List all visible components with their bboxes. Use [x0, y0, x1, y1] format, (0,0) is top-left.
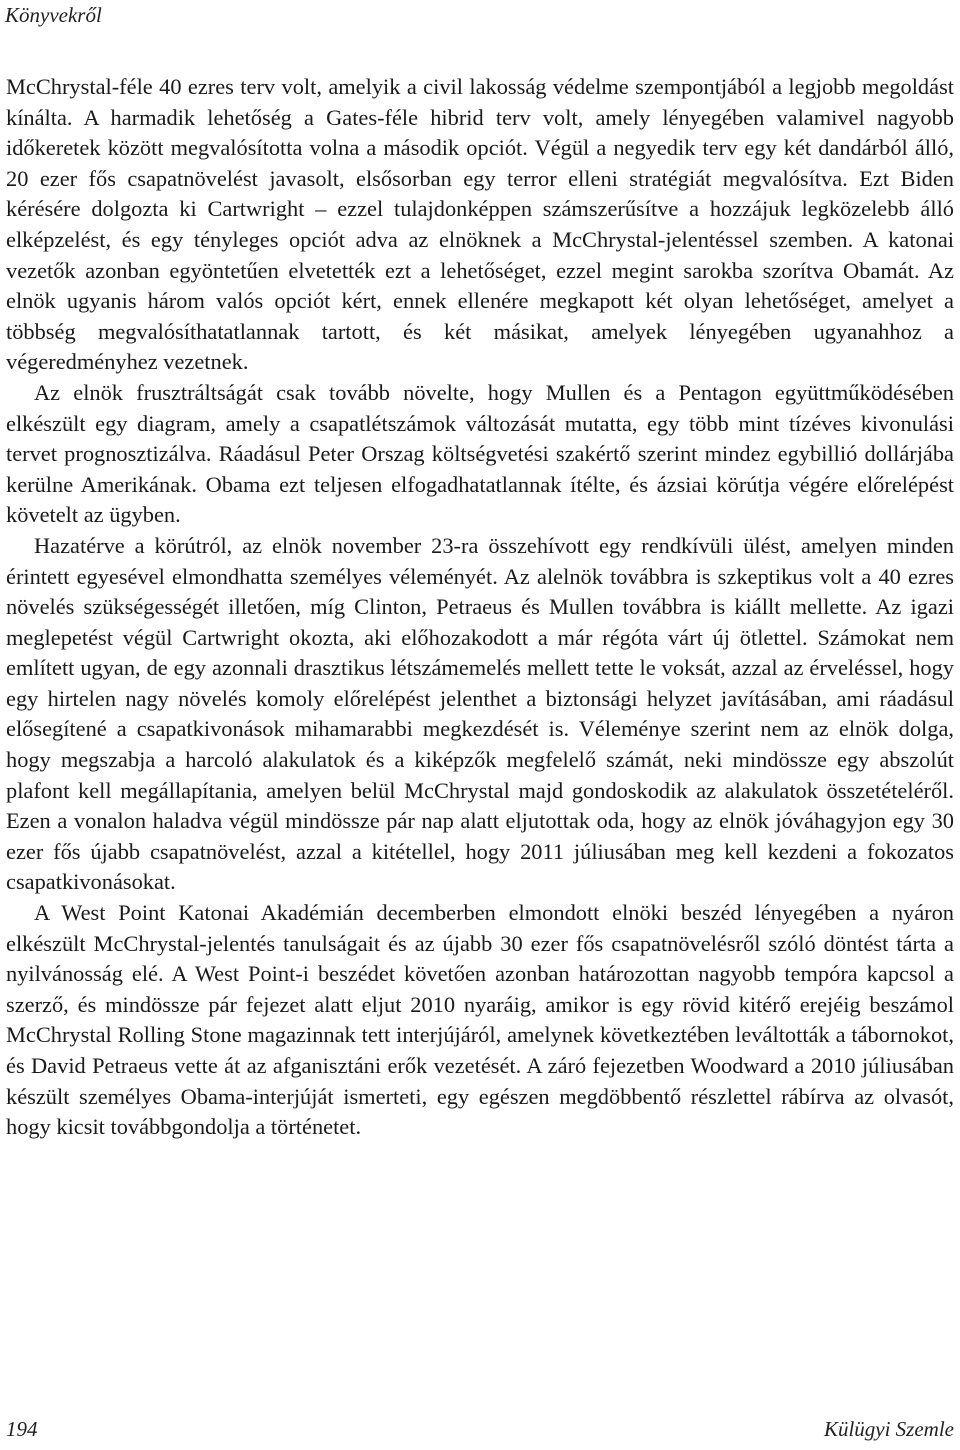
page-number: 194: [6, 1417, 38, 1441]
paragraph-4: A West Point Katonai Akadémián decemberben elmondott elnöki beszéd lényegében a nyáron elkészült McChrystal-jelentés tanulságait és az újabb 30 ezer fős csapatnövelésről szóló döntést tárta a nyilvánosság elé. A West Point-i beszédet követően azonban határozottan nagyobb tempóra kapcsol a szerző, és mindössze pár fejezet alatt eljut 2010 nyaráig, amikor is egy rövid kitérő erejéig beszámol McChrystal Rolling Stone magazinnak tett interjújáról, amelynek következtében leváltották a tábornokot, és David Petraeus vette át az afganisztáni erők vezetését. A záró fejezetben Woodward a 2010 júliusában készült személyes Obama-interjúját ismerteti, egy egészen megdöbbentő részlettel rábírva az olvasót, hogy kicsit továbbgondolja a történetet.: [6, 900, 954, 1140]
paragraph-1: McChrystal-féle 40 ezres terv volt, amelyik a civil lakosság védelme szempontjából a legjobb megoldást kínálta. A harmadik lehetőség a Gates-féle hibrid terv volt, amely lényegében valamivel nagyobb időkeretek között megvalósította volna a második opciót. Végül a negyedik terv egy két dandárból álló, 20 ezer fős csapatnövelést javasolt, elsősorban egy terror elleni stratégiát megvalósítva. Ezt Biden kérésére dolgozta ki Cartwright – ezzel tulajdonképpen számszerűsítve a hozzájuk legközelebb álló elképzelést, és egy tényleges opciót adva az elnöknek a McChrystal-jelentéssel szemben. A katonai vezetők azonban egyöntetűen elvetették ezt a lehetőséget, ezzel megint sarokba szorítva Obamát. Az elnök ugyanis három valós opciót kért, ennek ellenére megkapott két olyan lehetőséget, amelyet a többség megvalósíthatatlannak tartott, és két másikat, amelyek lényegében ugyanahhoz a végeredményhez vezetnek.: [6, 74, 954, 375]
journal-name: Külügyi Szemle: [823, 1417, 954, 1441]
running-head-section-title: Könyvekről: [5, 3, 102, 27]
paragraph-3: Hazatérve a körútról, az elnök november 23-ra összehívott egy rendkívüli ülést, amelyen minden érintett egyesével elmondhatta személyes véleményét. Az alelnök továbbra is szkeptikus volt a 40 ezres növelés szükségességét illetően, míg Clinton, Petraeus és Mullen továbbra is kiállt mellette. Az igazi meglepetést végül Cartwright okozta, aki előhozakodott a már régóta várt új ötlettel. Számokat nem említett ugyan, de egy azonnali drasztikus létszámemelés mellett tette le voksát, azzal az érveléssel, hogy egy hirtelen nagy növelés komoly előrelépést jelenthet a biztonsági helyzet javításában, ami ráadásul elősegítené a csapatkivonások mihamarabbi megkezdését is. Véleménye szerint nem az elnök dolga, hogy megszabja a harcoló alakulatok és a kiképzők megfelelő számát, neki mindössze egy abszolút plafont kell megállapítania, amelyen belül McChrystal majd gondoskodik az alakulatok összetételéről. Ezen a vonalon haladva végül mindössze pár nap alatt eljutottak oda, hogy az elnök jóváhagyjon egy 30 ezer fős újabb csapatnövelést, azzal a kitétellel, hogy 2011 júliusában meg kell kezdeni a fokozatos csapatkivonásokat.: [6, 532, 954, 895]
paragraph-2: Az elnök frusztráltságát csak tovább növelte, hogy Mullen és a Pentagon együttműködésében elkészült egy diagram, amely a csapatlétszámok változását mutatta, egy több mint tízéves kivonulási tervet prognosztizálva. Ráadásul Peter Orszag költségvetési szakértő szerint mindez egybillió dollárjába kerülne Amerikának. Obama ezt teljesen elfogadhatatlannak ítélte, és ázsiai körútja végére előrelépést követelt az ügyben.: [6, 379, 954, 528]
article-body: [6, 72, 954, 1143]
